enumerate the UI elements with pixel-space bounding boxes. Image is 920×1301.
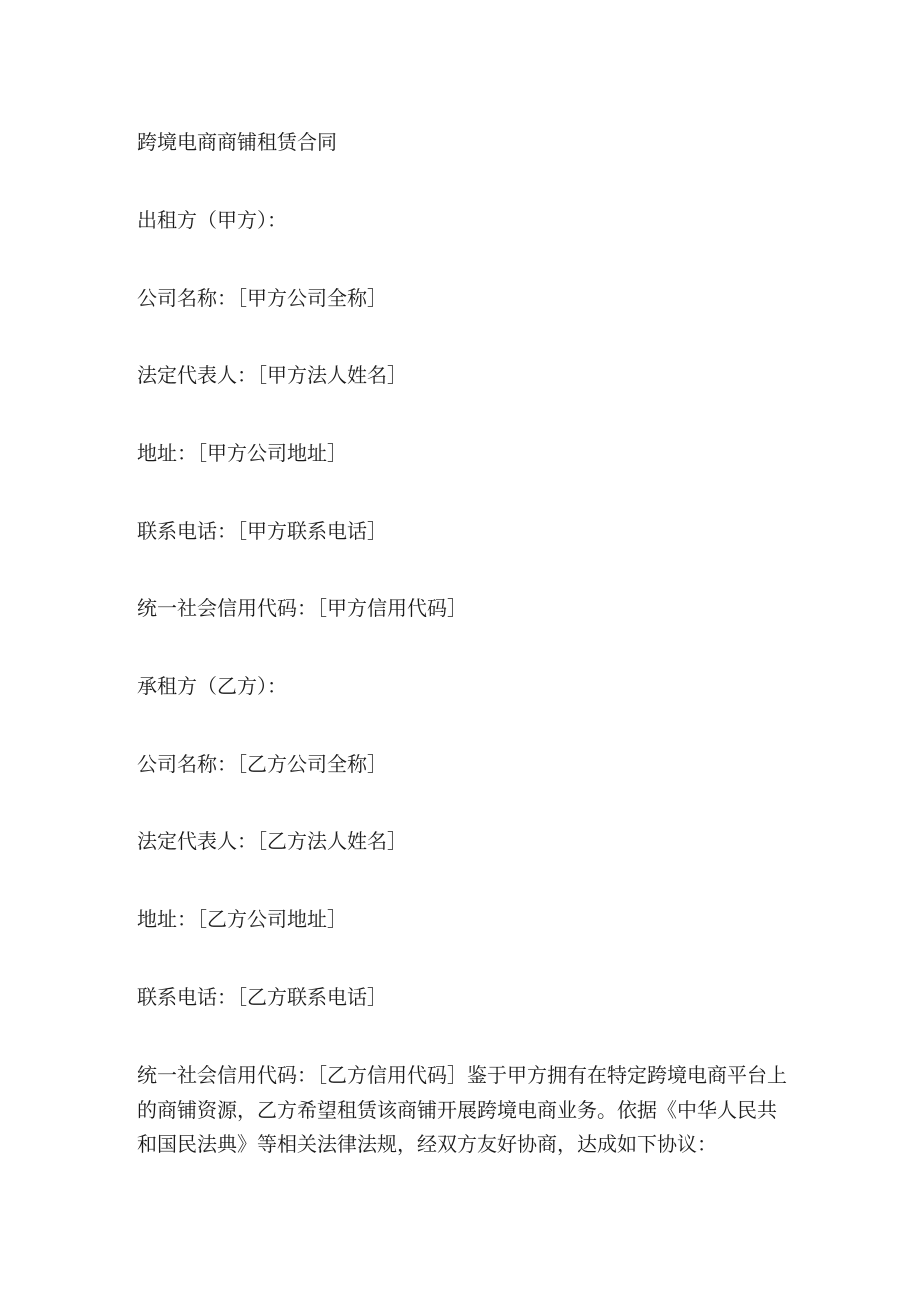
lessor-company-name: 公司名称：［甲方公司全称］ (137, 286, 387, 310)
lessor-phone: 联系电话：［甲方联系电话］ (137, 519, 387, 543)
lessee-phone: 联系电话：［乙方联系电话］ (137, 985, 387, 1009)
lessee-address: 地址：［乙方公司地址］ (137, 907, 347, 931)
lessee-legal-rep: 法定代表人：［乙方法人姓名］ (137, 829, 407, 853)
lessee-heading: 承租方（乙方）： (137, 674, 287, 698)
lessor-credit-code: 统一社会信用代码：［甲方信用代码］ (137, 596, 467, 620)
document-title: 跨境电商商铺租赁合同 (137, 130, 337, 154)
lessor-heading: 出租方（甲方）： (137, 208, 287, 232)
lessee-company-name: 公司名称：［乙方公司全称］ (137, 752, 387, 776)
preamble-paragraph: 统一社会信用代码：［乙方信用代码］鉴于甲方拥有在特定跨境电商平台上的商铺资源，乙方希望租赁该商铺开展跨境电商业务。依据《中华人民共和国民法典》等相关法律法规，经双方友好协商，达成如下协议： (137, 1063, 787, 1156)
lessor-address: 地址：［甲方公司地址］ (137, 441, 347, 465)
lessor-legal-rep: 法定代表人：［甲方法人姓名］ (137, 363, 407, 387)
